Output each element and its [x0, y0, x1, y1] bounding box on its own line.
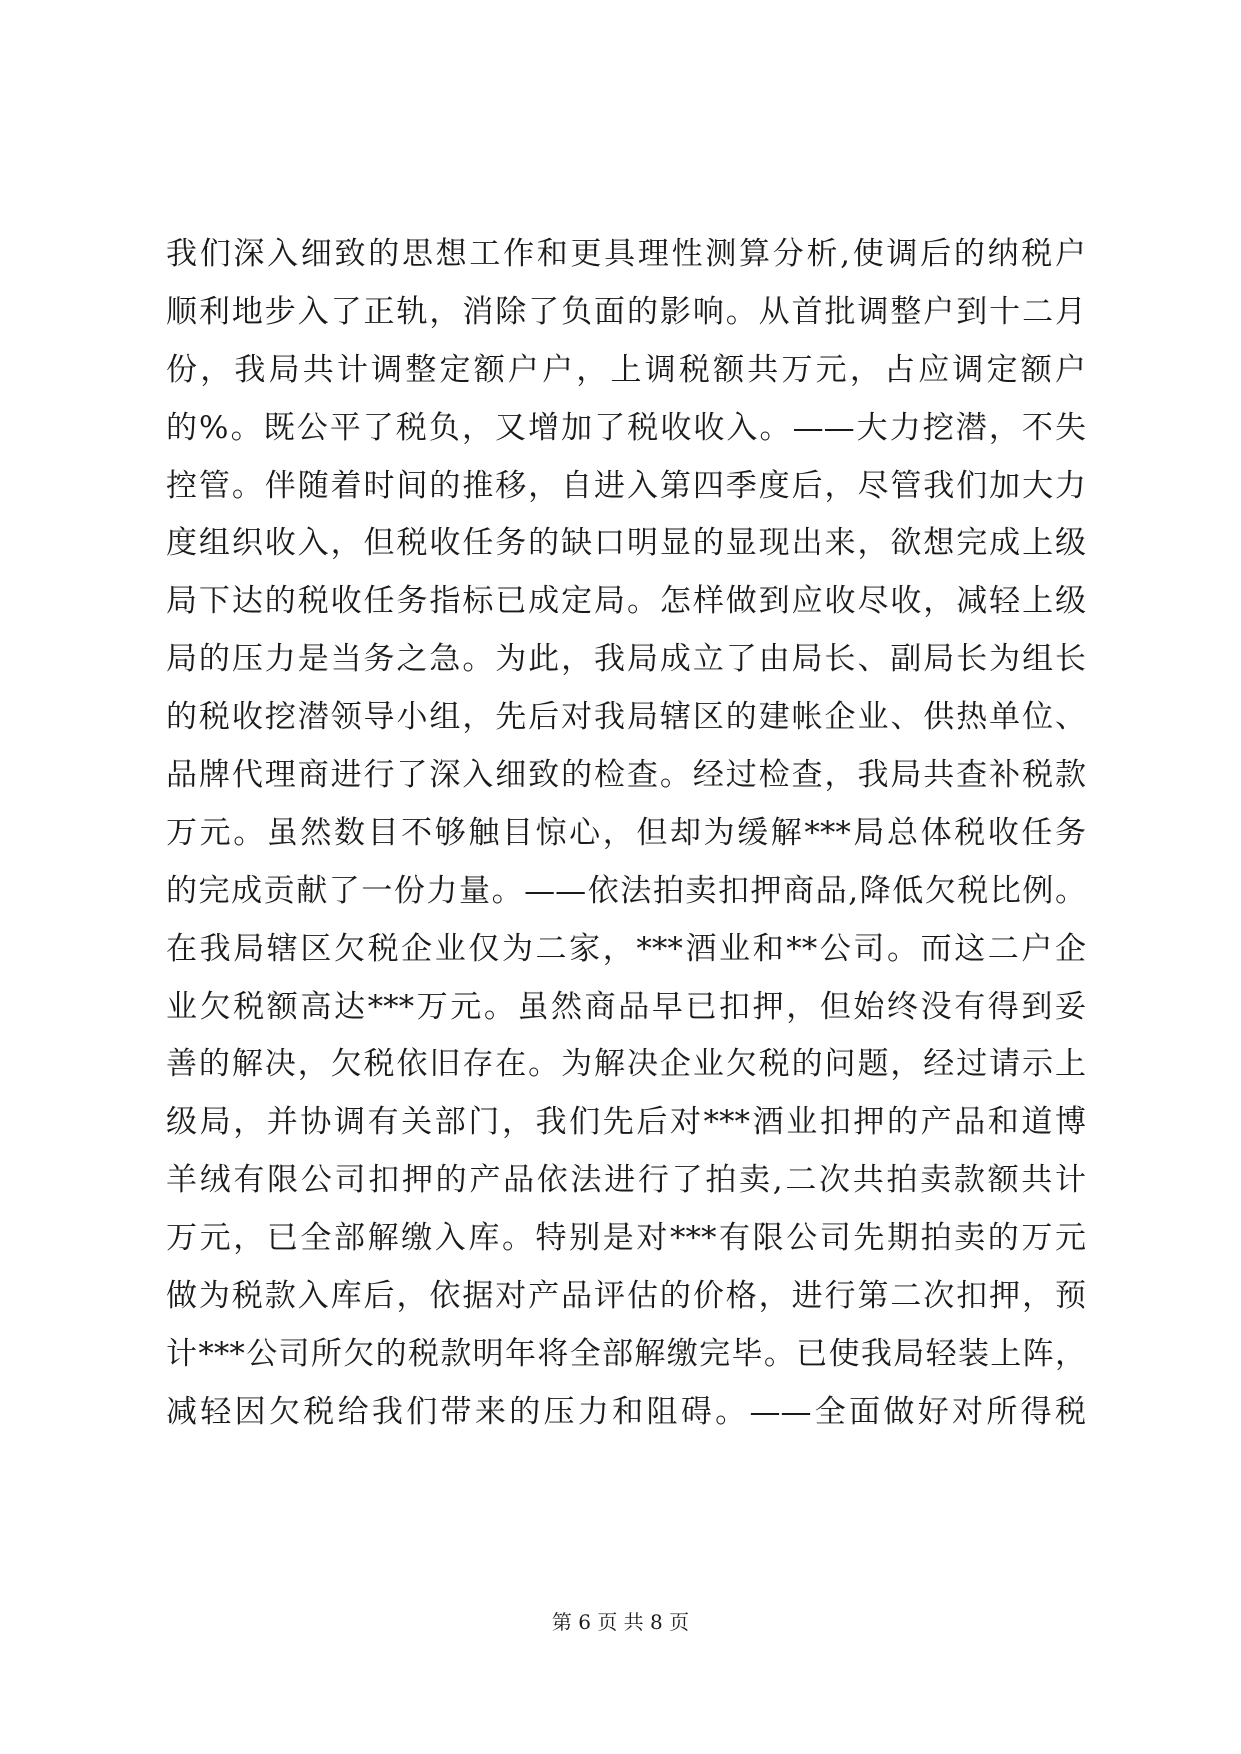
text-line: 善的解决，欠税依旧存在。为解决企业欠税的问题，经过请示上: [166, 1046, 1086, 1083]
text-line: 控管。伴随着时间的推移，自进入第四季度后，尽管我们加大力: [166, 467, 1086, 504]
text-line: 业欠税额高达***万元。虽然商品早已扣押，但始终没有得到妥: [166, 988, 1086, 1025]
text-line: 万元，已全部解缴入库。特别是对***有限公司先期拍卖的万元: [166, 1220, 1086, 1257]
text-line: 局的压力是当务之急。为此，我局成立了由局长、副局长为组长: [166, 641, 1086, 678]
text-line: 的税收挖潜领导小组，先后对我局辖区的建帐企业、供热单位、: [166, 699, 1086, 736]
text-line: 级局，并协调有关部门，我们先后对***酒业扣押的产品和道博: [166, 1104, 1086, 1141]
text-line: 顺利地步入了正轨，消除了负面的影响。从首批调整户到十二月: [166, 293, 1086, 330]
page-number-footer: 第 6 页 共 8 页: [551, 1610, 690, 1634]
text-line: 在我局辖区欠税企业仅为二家，***酒业和**公司。而这二户企: [166, 930, 1086, 967]
text-line: 计***公司所欠的税款明年将全部解缴完毕。已使我局轻装上阵，: [166, 1335, 1086, 1372]
text-line: 减轻因欠税给我们带来的压力和阻碍。——全面做好对所得税: [166, 1393, 1086, 1430]
text-line: 的完成贡献了一份力量。——依法拍卖扣押商品,降低欠税比例。: [166, 872, 1086, 909]
text-line: 局下达的税收任务指标已成定局。怎样做到应收尽收，减轻上级: [166, 583, 1086, 620]
text-line: 我们深入细致的思想工作和更具理性测算分析,使调后的纳税户: [166, 236, 1086, 272]
body-text: [166, 226, 1086, 1442]
text-line: 做为税款入库后，依据对产品评估的价格，进行第二次扣押，预: [166, 1278, 1086, 1315]
text-line: 品牌代理商进行了深入细致的检查。经过检查，我局共查补税款: [166, 757, 1086, 794]
text-line: 羊绒有限公司扣押的产品依法进行了拍卖,二次共拍卖款额共计: [166, 1162, 1086, 1199]
text-line: 度组织收入，但税收任务的缺口明显的显现出来，欲想完成上级: [166, 525, 1086, 562]
text-line: 的%。既公平了税负，又增加了税收收入。——大力挖潜，不失: [166, 409, 1086, 446]
text-line: 份，我局共计调整定额户户，上调税额共万元，占应调定额户: [166, 351, 1086, 388]
text-line: 万元。虽然数目不够触目惊心，但却为缓解***局总体税收任务: [166, 814, 1086, 851]
